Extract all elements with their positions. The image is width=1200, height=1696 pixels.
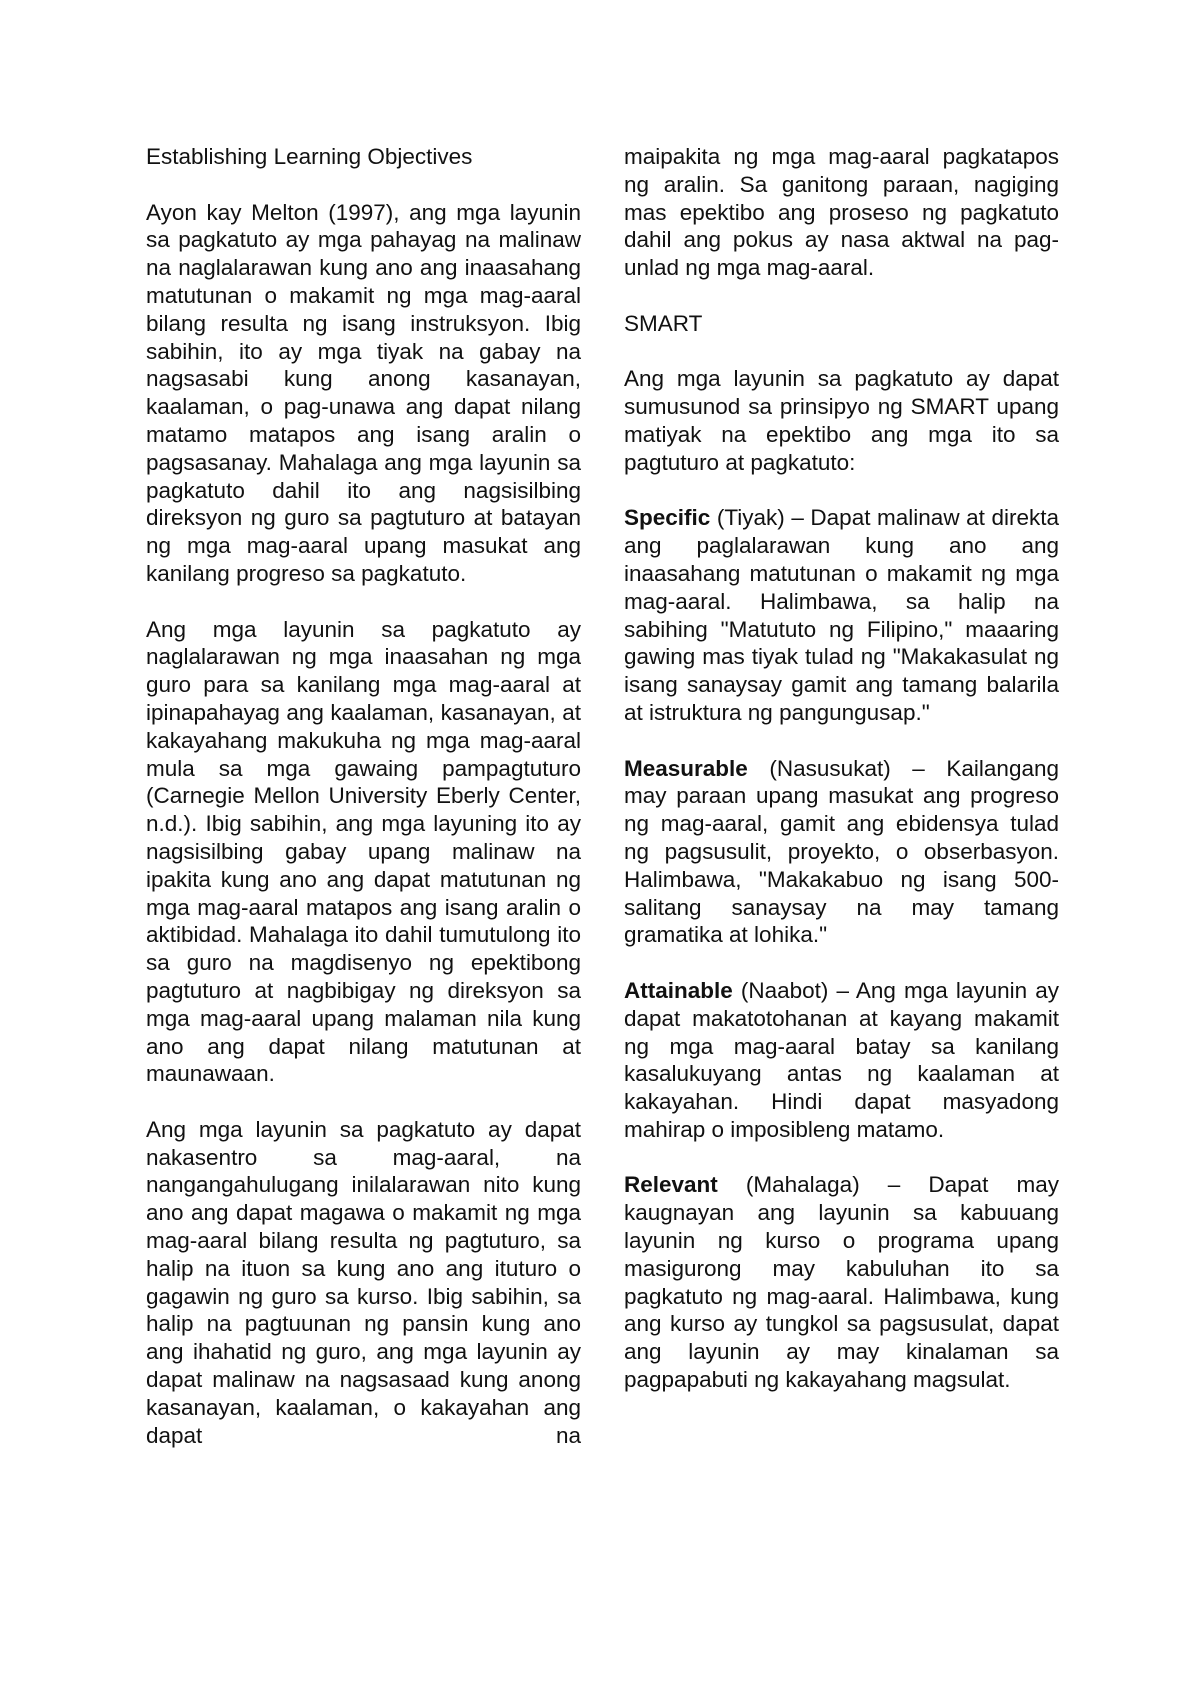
right-column bbox=[624, 143, 1059, 1394]
paragraph-student-centered: Ang mga layunin sa pagkatuto ay dapat nakasentro sa mag-aaral, na nangangahulugang inilalarawan nito kung ano ang dapat magawa o makamit ng mga mag-aaral bilang resulta ng pagtuturo, sa halip na ituon sa kung ano ang ituturo o gagawin ng guro sa kurso. Ibig sabihin, sa halip na pagtuunan ng pansin kung ano ang ihahatid ng guro, ang mga layunin ay dapat malinaw na nagsasaad kung anong kasanayan, kaalaman, o kakayahan ang dapat na bbox=[146, 1116, 581, 1448]
smart-text-relevant: (Mahalaga) – Dapat may kaugnayan ang layunin sa kabuuang layunin ng kurso o programa upang masigurong may kabuluhan ito sa pagkatuto ng mag-aaral. Halimbawa, kung ang kurso ay tungkol sa pagsusulat, dapat ang layunin ay may kinalaman sa pagpapabuti ng kakayahang magsulat. bbox=[624, 1172, 1059, 1393]
smart-term-specific: Specific bbox=[624, 505, 711, 531]
paragraph-melton: Ayon kay Melton (1997), ang mga layunin sa pagkatuto ay mga pahayag na malinaw na naglalarawan kung ano ang inaasahang matutunan o makamit ng mga mag-aaral bilang resulta ng isang instruksyon. Ibig sabihin, ito ay mga tiyak na gabay na nagsasabi kung anong kasanayan, kaalaman, o pag-unawa ang dapat nilang matamo matapos ang isang aralin o pagsasanay. Mahalaga ang mga layunin sa pagkatuto dahil ito ang nagsisilbing direksyon ng guro sa pagtuturo at batayan ng mga mag-aaral upang masukat ang kanilang progreso sa pagkatuto. bbox=[146, 199, 581, 586]
smart-item-relevant bbox=[624, 1171, 1059, 1393]
smart-text-measurable: (Nasusukat) – Kailangang may paraan upang masukat ang progreso ng mag-aaral, gamit ang ebidensya tulad ng pagsusulit, proyekto, o obserbasyon. Halimbawa, "Makakabuo ng isang 500-salitang sanaysay na may tamang gramatika at lohika." bbox=[624, 755, 1059, 948]
left-column bbox=[146, 143, 581, 1449]
smart-heading: SMART bbox=[624, 310, 703, 336]
smart-text-attainable: (Naabot) – Ang mga layunin ay dapat makatotohanan at kayang makamit ng mga mag-aaral batay sa kanilang kasalukuyang antas ng kaalaman at kakayahan. Hindi dapat masyadong mahirap o imposibleng matamo. bbox=[624, 977, 1059, 1142]
paragraph-carnegie: Ang mga layunin sa pagkatuto ay naglalarawan ng mga inaasahan ng mga guro para sa kanilang mga mag-aaral at ipinapahayag ang kaalaman, kasanayan, at kakayahang makukuha ng mga mag-aaral mula sa mga gawaing pampagtuturo (Carnegie Mellon University Eberly Center, n.d.). Ibig sabihin, ang mga layuning ito ay nagsisilbing gabay upang malinaw na ipakita kung ano ang dapat matutunan ng mga mag-aaral matapos ang isang aralin o aktibidad. Mahalaga ito dahil tumutulong ito sa guro na magdisenyo ng epektibong pagtuturo at nagbibigay ng direksyon sa mga mag-aaral upang malaman nila kung ano ang dapat nilang matutunan at maunawaan. bbox=[146, 616, 581, 1087]
smart-intro: Ang mga layunin sa pagkatuto ay dapat sumusunod sa prinsipyo ng SMART upang matiyak na epektibo ang mga ito sa pagtuturo at pagkatuto: bbox=[624, 366, 1059, 475]
smart-text-specific: (Tiyak) – Dapat malinaw at direkta ang paglalarawan kung ano ang inaasahang matutunan o makamit ng mga mag-aaral. Halimbawa, sa halip na sabihing "Matututo ng Filipino," maaaring gawing mas tiyak tulad ng "Makakasulat ng isang sanaysay gamit ang tamang balarila at istruktura ng pangungusap." bbox=[624, 505, 1059, 725]
smart-item-measurable bbox=[624, 755, 1059, 950]
smart-term-relevant: Relevant bbox=[624, 1172, 718, 1198]
smart-item-attainable bbox=[624, 977, 1059, 1144]
section-title: Establishing Learning Objectives bbox=[146, 144, 473, 169]
smart-term-measurable: Measurable bbox=[624, 755, 748, 781]
smart-item-specific bbox=[624, 504, 1059, 726]
paragraph-continuation: maipakita ng mga mag-aaral pagkatapos ng aralin. Sa ganitong paraan, nagiging mas epektibo ang proseso ng pagkatuto dahil ang pokus ay nasa aktwal na pag-unlad ng mga mag-aaral. bbox=[624, 144, 1059, 281]
smart-term-attainable: Attainable bbox=[624, 977, 733, 1003]
